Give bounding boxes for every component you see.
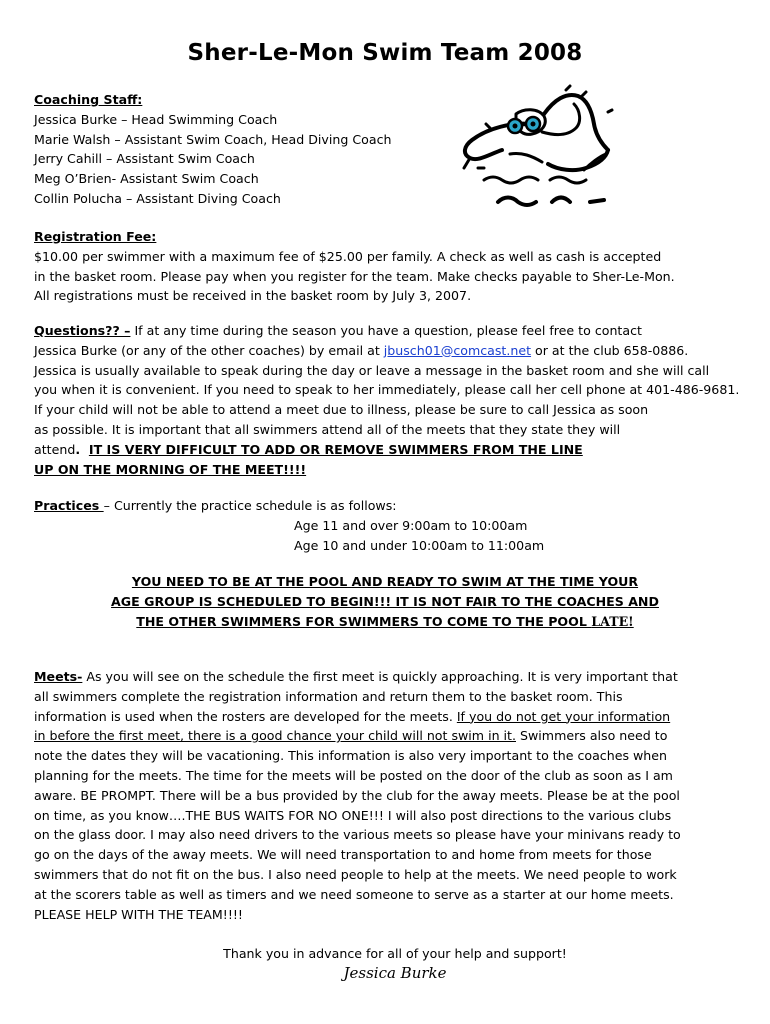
- coach-line: Marie Walsh – Assistant Swim Coach, Head Diving Coach: [34, 131, 392, 147]
- questions-section: Questions?? – If at any time during the season you have a question, please feel free to contact Jessica Burke (or any of the other coaches) by email at jbusch01@comcast.net or at the club 658-0886. Jessica is usually available to speak during the day or leave a message in the basket room and she will call you when it is convenient. If you need to speak to her immediately, please call her cell phone at 401-486-9681. If your child will not be able to attend a meet due to illness, please be sure to call Jessica as soon as possible. It is important that all swimmers attend all of the meets that they state they will attend. IT IS VERY DIFFICULT TO ADD OR REMOVE SWIMMERS FROM THE LINE UP ON THE MORNING OF THE MEET!!!!: [34, 323, 740, 477]
- registration-heading: Registration Fee:: [34, 229, 157, 244]
- meets-line: note the dates they will be vacationing. This information is also very important to the coaches when: [34, 748, 668, 764]
- questions-heading: Questions?? –: [34, 323, 131, 338]
- registration-line: $10.00 per swimmer with a maximum fee of $25.00 per family. A check as well as cash is accepted: [34, 248, 662, 264]
- meets-line: PLEASE HELP WITH THE TEAM!!!!: [34, 906, 243, 922]
- schedule-line: Age 11 and over 9:00am to 10:00am: [294, 518, 528, 533]
- questions-line: Jessica Burke (or any of the other coaches) by email at: [34, 342, 384, 358]
- coach-line: Collin Polucha – Assistant Diving Coach: [34, 190, 281, 206]
- questions-line: Jessica is usually available to speak during the day or leave a message in the basket room and she will call: [34, 362, 710, 378]
- practices-heading: Practices: [34, 498, 104, 513]
- lineup-warning: UP ON THE MORNING OF THE MEET!!!!: [34, 461, 307, 477]
- meets-line: If you do not get your information: [456, 708, 671, 724]
- email-link[interactable]: jbusch01@comcast.net: [383, 342, 532, 358]
- notice-line: THE OTHER SWIMMERS FOR SWIMMERS TO COME TO THE POOL: [136, 614, 592, 629]
- practice-schedule: [294, 516, 544, 556]
- swimmer-clipart-icon: [458, 84, 618, 214]
- page-title: Sher-Le-Mon Swim Team 2008: [187, 40, 583, 66]
- lineup-warning: IT IS VERY DIFFICULT TO ADD OR REMOVE SWIMMERS FROM THE LINE: [88, 441, 583, 457]
- meets-line: on time, as you know….THE BUS WAITS FOR NO ONE!!! I will also post directions to the various clubs: [34, 807, 672, 823]
- questions-line: If your child will not be able to attend a meet due to illness, please be sure to call Jessica as soon: [34, 402, 649, 418]
- coach-line: Jerry Cahill – Assistant Swim Coach: [34, 151, 255, 167]
- questions-line: or at the club 658-0886.: [531, 342, 689, 358]
- meets-line: Swimmers also need to: [516, 728, 668, 744]
- meets-line: aware. BE PROMPT. There will be a bus provided by the club for the away meets. Please be at the pool: [34, 787, 680, 803]
- coaching-staff-heading: Coaching Staff:: [34, 92, 143, 107]
- practices-intro: – Currently the practice schedule is as follows:: [103, 498, 397, 513]
- meets-line: on the glass door. I may also need drivers to the various meets so please have your minivans ready to: [34, 827, 681, 843]
- questions-line: you when it is convenient. If you need to speak to her immediately, please call her cell phone at 401-486-9681.: [34, 382, 740, 398]
- practice-notice: [0, 572, 770, 632]
- coach-line: Meg O’Brien- Assistant Swim Coach: [34, 171, 259, 187]
- meets-line: As you will see on the schedule the first meet is quickly approaching. It is very important that: [82, 669, 678, 684]
- meets-line: information is used when the rosters are developed for the meets.: [34, 708, 457, 724]
- closing-text: Thank you in advance for all of your help and support!: [223, 946, 567, 961]
- meets-line: planning for the meets. The time for the meets will be posted on the door of the club as soon as I am: [34, 767, 673, 783]
- meets-line: swimmers that do not fit on the bus. I also need people to help at the meets. We need people to work: [34, 866, 677, 882]
- closing-line: [0, 946, 770, 961]
- registration-line: in the basket room. Please pay when you register for the team. Make checks payable to Sher-Le-Mon.: [34, 268, 675, 284]
- questions-line: as possible. It is important that all swimmers attend all of the meets that they state they will: [34, 421, 621, 437]
- schedule-line: Age 10 and under 10:00am to 11:00am: [294, 537, 545, 553]
- coach-line: Jessica Burke – Head Swimming Coach: [34, 111, 278, 127]
- late-word: LATE!: [591, 614, 634, 629]
- coaching-staff-section: [34, 90, 391, 209]
- signature: Jessica Burke: [343, 964, 447, 982]
- meets-line: in before the first meet, there is a good chance your child will not swim in it.: [34, 728, 516, 744]
- registration-section: [34, 227, 675, 306]
- meets-line: at the scorers table as well as timers and we need someone to serve as a starter at our home meets.: [34, 886, 674, 902]
- registration-line: All registrations must be received in the basket room by July 3, 2007.: [34, 288, 472, 304]
- meets-section: [34, 667, 681, 924]
- practices-section: [34, 496, 397, 516]
- notice-line: YOU NEED TO BE AT THE POOL AND READY TO SWIM AT THE TIME YOUR: [131, 574, 639, 589]
- meets-line: all swimmers complete the registration information and return them to the basket room. This: [34, 688, 623, 704]
- meets-line: go on the days of the away meets. We will need transportation to and home from meets for those: [34, 847, 652, 863]
- notice-line: AGE GROUP IS SCHEDULED TO BEGIN!!! IT IS NOT FAIR TO THE COACHES AND: [111, 594, 659, 609]
- meets-heading: Meets-: [34, 669, 83, 684]
- questions-line: attend: [34, 441, 76, 457]
- questions-line: If at any time during the season you have a question, please feel free to contact: [130, 323, 642, 338]
